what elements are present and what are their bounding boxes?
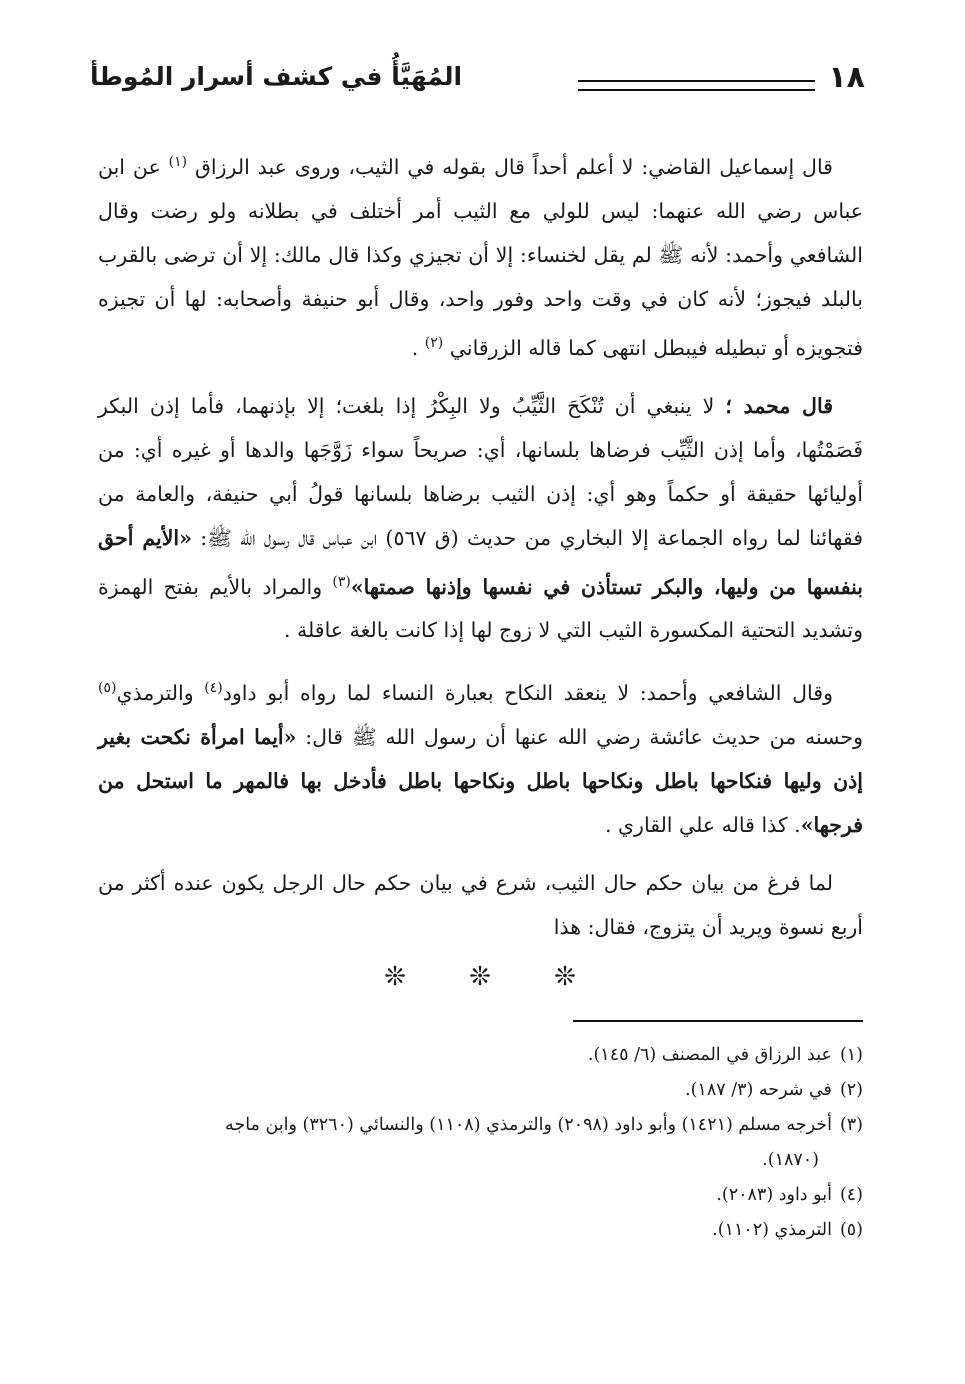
footnotes — [98, 1038, 863, 1248]
asterisk-ornament: ❊ — [469, 962, 491, 992]
page-header — [90, 58, 865, 108]
asterisk-ornament: ❊ — [384, 962, 406, 992]
text-run: عن ابن عباس رضي الله عنهما: ليس للولي مع الثيب أمر أختلف في بطلانه ولو رضت وقال الشافعي وأحمد: لأنه ﷺ لم يقل لخنساء: إلا أن تجيزي وكذا قال مالك: إلا أن ترضى بالقرب بالبلد فيجوز؛ لأنه كان في وقت واحد وفور واحد، وقال أبو حنيفة وأصحابه: لها أن تجيزه فتجويزه أو تبطيله فيبطل انتهى كما قاله الزرقاني — [98, 154, 863, 360]
bold-text: «أيما امرأة نكحت بغير إذن وليها فنكاحها باطل ونكاحها باطل ونكاحها باطل فأدخل بها فالمهر ما استحل من فرجها» — [98, 725, 863, 838]
footnote-number: (٥) — [839, 1220, 863, 1240]
footnote — [98, 1213, 863, 1248]
footnote-marker: (٣) — [332, 573, 351, 590]
footnote — [98, 1038, 863, 1073]
paragraph — [98, 384, 863, 653]
text-run: . — [411, 335, 425, 360]
text-run: لا ينبغي أن تُنْكَحَ الثَّيِّبُ ولا البِكْرُ إذا بلغت؛ إلا بإذنهما، فأما إذن البكر فَصَمْتُها، وأما إذن الثَّيِّب فرضاها بلسانها، أي: صريحاً سواء زَوَّجَها والدها أو غيره أي: من أوليائها حقيقة أو حكماً وهو أي: إذن الثيب برضاها بلسانها قولُ أبي حنيفة، والعامة من فقهائنا لما رواه الجماعة إلا البخاري من حديث (ق ٥٦٧) ابن عباس قال رسول الله ﷺ: — [98, 393, 864, 550]
bold-text: قال محمد ؛ — [725, 393, 833, 418]
asterisk-ornament: ❊ — [554, 962, 576, 992]
footnote-marker: (٥) — [98, 680, 117, 697]
footnote-number: (٣) — [839, 1115, 863, 1135]
footnote-text: الترمذي (١١٠٢). — [712, 1220, 832, 1240]
paragraph — [98, 140, 863, 370]
text-run: وحسنه من حديث عائشة رضي الله عنها أن رسول الله ﷺ قال: — [296, 725, 863, 750]
footnote-number: (٤) — [839, 1185, 863, 1205]
bold-text: «الأيم أحق بنفسها من وليها، والبكر تستأذن في نفسها وإذنها صمتها» — [98, 525, 863, 599]
text-run: والمراد بالأيم بفتح الهمزة وتشديد التحتية المكسورة الثيب التي لا زوج لها إذا كانت بالغة عاقلة . — [98, 574, 863, 643]
footnote-number: (٢) — [839, 1080, 863, 1100]
footnote — [98, 1108, 863, 1143]
footnote-text: أخرجه مسلم (١٤٢١) وأبو داود (٢٠٩٨) والترمذي (١١٠٨) والنسائي (٣٢٦٠) وابن ماجه — [225, 1115, 832, 1135]
text-run: قال إسماعيل القاضي: لا أعلم أحداً قال بقوله في الثيب، وروى عبد الرزاق — [187, 154, 833, 179]
page-number: ١٨ — [828, 60, 865, 95]
footnote-text: أبو داود (٢٠٨٣). — [716, 1185, 832, 1205]
footnote — [98, 1073, 863, 1108]
footnote-marker: (٢) — [424, 334, 444, 351]
header-double-rule — [578, 80, 815, 91]
text-run: لما فرغ من بيان حكم حال الثيب، شرع في بيان حكم حال الرجل يكون عنده أكثر من أربع نسوة ويريد أن يتزوج، فقال: هذا — [98, 871, 863, 940]
footnote-continuation: (١٨٧٠). — [762, 1150, 819, 1170]
text-run: والترمذي — [116, 681, 205, 706]
footnote-marker: (٤) — [204, 680, 223, 697]
section-separator — [380, 962, 580, 992]
text-run: وقال الشافعي وأحمد: لا ينعقد النكاح بعبارة النساء لما رواه أبو داود — [222, 681, 833, 706]
paragraph — [98, 666, 863, 847]
footnote — [98, 1178, 863, 1213]
footnote-text: في شرحه (٣/ ١٨٧). — [685, 1080, 832, 1100]
footnote-marker: (١) — [168, 154, 188, 170]
text-run: . كذا قاله علي القاري . — [604, 813, 801, 838]
footnote-divider — [573, 1020, 863, 1022]
running-title: المُهَيَّأُ في كشف أسرار المُوطأ — [90, 62, 463, 91]
paragraph — [98, 861, 863, 949]
footnote-text: عبد الرزاق في المصنف (٦/ ١٤٥). — [587, 1045, 832, 1065]
main-text — [98, 140, 863, 963]
footnote-number: (١) — [839, 1045, 863, 1065]
